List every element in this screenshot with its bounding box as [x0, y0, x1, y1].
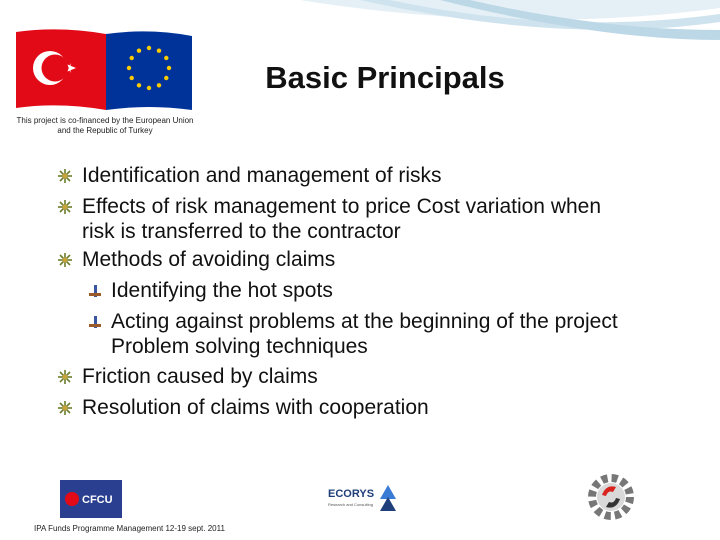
star-burst-icon	[58, 200, 72, 214]
bullet-text: Identification and management of risks	[82, 164, 442, 187]
star-burst-icon	[58, 169, 72, 183]
star-burst-icon	[58, 401, 72, 415]
ecorys-logo	[326, 483, 398, 513]
star-burst-icon	[58, 253, 72, 267]
bullet-text: Identifying the hot spots	[111, 279, 333, 302]
cofinance-caption: This project is co-financed by the European Union and the Republic of Turkey	[16, 116, 194, 135]
cfcu-logo	[60, 480, 122, 518]
bullet-list	[58, 160, 708, 423]
gear-logo	[584, 470, 638, 524]
list-item	[58, 392, 708, 423]
footer-text: IPA Funds Programme Management 12-19 sept. 2011	[34, 524, 225, 533]
bullet-text: Friction caused by claims	[82, 365, 318, 388]
bullet-text: Methods of avoiding claims	[82, 248, 336, 271]
list-item	[58, 361, 708, 392]
bullet-text: Effects of risk management to price Cost variation when	[82, 195, 602, 218]
list-item	[58, 244, 708, 275]
bullet-text: Acting against problems at the beginning of the project	[111, 310, 618, 333]
ecorys-logo-text: ECORYS	[328, 488, 375, 500]
list-item	[58, 275, 708, 306]
turkey-eu-flags-logo	[14, 28, 194, 112]
list-item	[58, 191, 708, 244]
bar-bullet-icon	[88, 315, 102, 329]
bar-bullet-icon	[88, 284, 102, 298]
ecorys-tagline: Research and Consulting	[328, 502, 373, 507]
page-title: Basic Principals	[265, 60, 505, 95]
list-item	[58, 160, 708, 191]
list-item	[58, 306, 708, 359]
bullet-text-continuation: Problem solving techniques	[111, 335, 368, 358]
bullet-text: Resolution of claims with cooperation	[82, 396, 429, 419]
star-burst-icon	[58, 370, 72, 384]
bullet-text-continuation: risk is transferred to the contractor	[82, 220, 401, 243]
cfcu-logo-text: CFCU	[82, 494, 113, 506]
